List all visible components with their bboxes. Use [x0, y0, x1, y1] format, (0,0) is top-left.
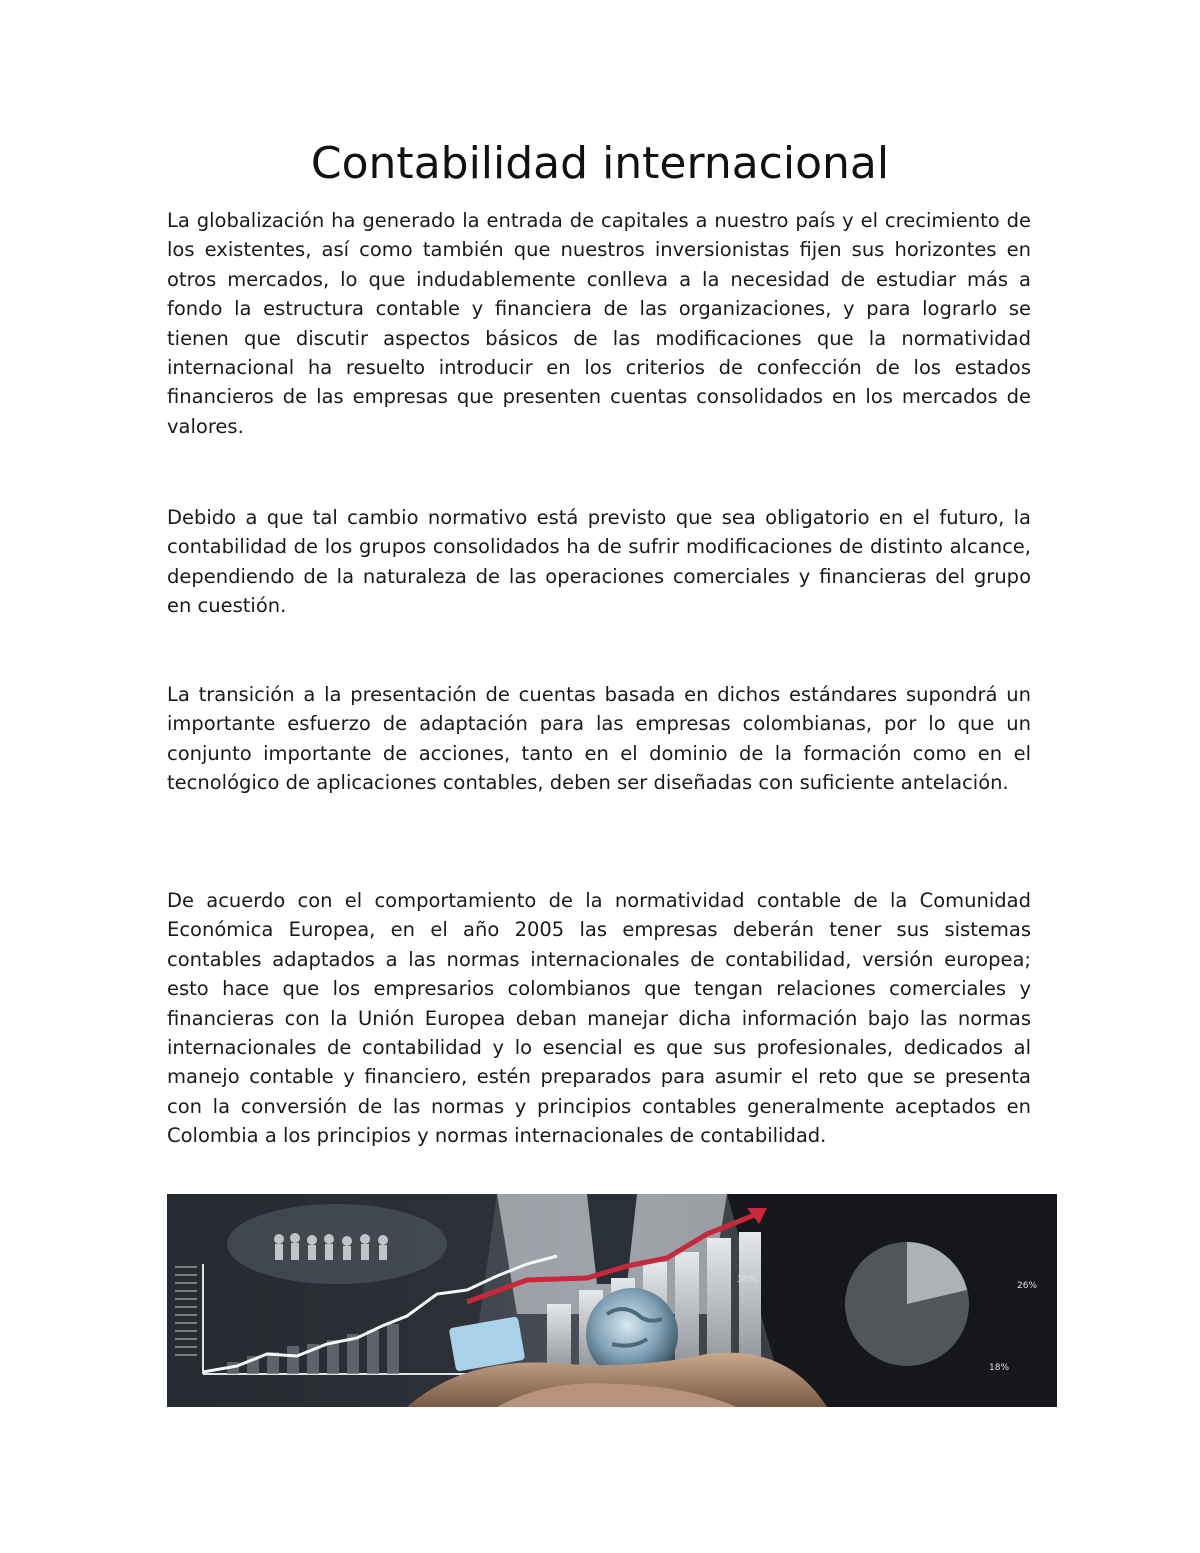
chart-label-26: 26%	[1017, 1281, 1038, 1291]
paragraph-3: La transición a la presentación de cuentas basada en dichos estándares supondrá un importante esfuerzo de adaptación para las empresas colombianas, por lo que un conjunto importante de acciones, tanto en el dominio de la formación como en el tecnológico de aplicaciones contables, deben ser diseñadas con suficiente antelación.	[167, 683, 1031, 795]
document-title: Contabilidad internacional	[310, 138, 890, 189]
paragraph-2: Debido a que tal cambio normativo está previsto que sea obligatorio en el futuro, la contabilidad de los grupos consolidados ha de sufrir modificaciones de distinto alcance, dependiendo de la naturaleza de las operaciones comerciales y financieras del grupo en cuestión.	[167, 506, 1031, 618]
business-growth-image	[167, 1194, 1057, 1407]
business-growth-illustration	[167, 1194, 1057, 1407]
chart-label-36: 36%	[737, 1275, 758, 1285]
paragraph-4: De acuerdo con el comportamiento de la normatividad contable de la Comunidad Económica Europea, en el año 2005 las empresas deberán tener sus sistemas contables adaptados a las normas internacionales de contabilidad, versión europea; esto hace que los empresarios colombianos que tengan relaciones comerciales y financieras con la Unión Europea deban manejar dicha información bajo las normas internacionales de contabilidad y lo esencial es que sus profesionales, dedicados al manejo contable y financiero, estén preparados para asumir el reto que se presenta con la conversión de las normas y principios contables generalmente aceptados en Colombia a los principios y normas internacionales de contabilidad.	[167, 889, 1031, 1148]
paragraph-1: La globalización ha generado la entrada de capitales a nuestro país y el crecimiento de los existentes, así como también que nuestros inversionistas fijen sus horizontes en otros mercados, lo que indudablemente conlleva a la necesidad de estudiar más a fondo la estructura contable y financiera de las organizaciones, y para lograrlo se tienen que discutir aspectos básicos de las modificaciones que la normatividad internacional ha resuelto introducir en los criterios de confección de los estados financieros de las empresas que presenten cuentas consolidados en los mercados de valores.	[167, 209, 1031, 438]
chart-label-18: 18%	[989, 1363, 1010, 1373]
